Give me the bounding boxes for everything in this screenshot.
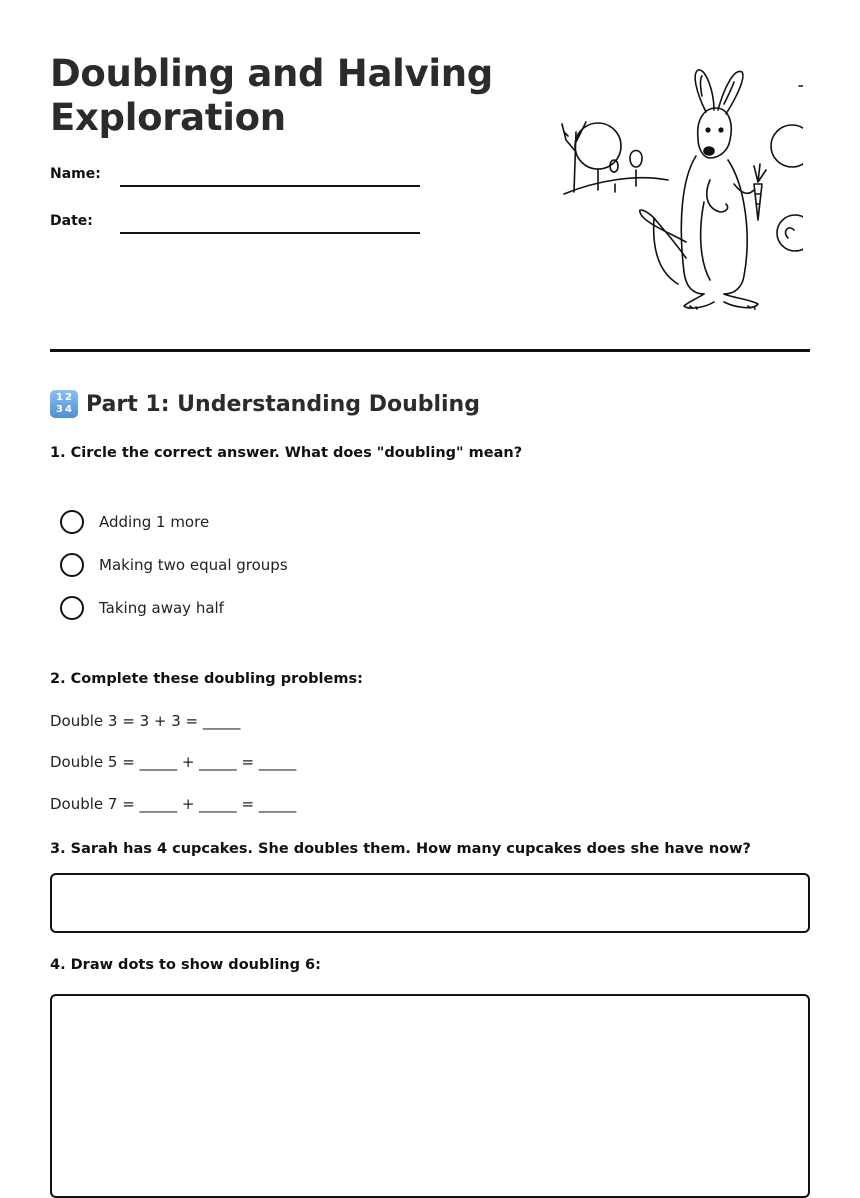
question-2: 2. Complete these doubling problems: [50,671,363,687]
sun-icon-drawn [799,65,803,107]
part1-heading [50,389,480,419]
question-4: 4. Draw dots to show doubling 6: [50,957,321,973]
doubling-problem[interactable]: Double 7 = _____ + _____ = _____ [50,795,297,813]
kangaroo-illustration [558,62,803,314]
bubble-icon [771,125,803,251]
question-4-drawing-box[interactable] [50,994,810,1198]
option-label: Taking away half [99,599,224,617]
option-label: Making two equal groups [99,556,288,574]
icon-digit-4: 4 [65,404,72,415]
option-circle-icon[interactable] [60,510,84,534]
carrot-icon [754,164,766,220]
title-line-1: Doubling and Halving [50,52,493,95]
option-circle-icon[interactable] [60,553,84,577]
part1-title: Part 1: Understanding Doubling [86,391,480,417]
date-line[interactable] [120,232,420,234]
question-1: 1. Circle the correct answer. What does "doubling" mean? [50,445,523,461]
name-field[interactable] [50,162,430,190]
name-label: Name: [50,166,101,182]
question-3-answer-box[interactable] [50,873,810,933]
option-taking-away-half[interactable] [60,594,224,622]
icon-digit-3: 3 [56,404,63,415]
icon-digit-1: 1 [56,392,63,403]
title-line-2: Exploration [50,96,286,139]
date-field[interactable] [50,209,430,237]
worksheet-title [50,52,520,140]
doubling-problem[interactable]: Double 3 = 3 + 3 = _____ [50,712,241,730]
header-divider [50,349,810,352]
input-numbers-icon [50,390,78,418]
option-two-equal-groups[interactable] [60,551,288,579]
icon-digit-2: 2 [65,392,72,403]
question-3: 3. Sarah has 4 cupcakes. She doubles them. How many cupcakes does she have now? [50,841,751,857]
date-label: Date: [50,213,93,229]
option-label: Adding 1 more [99,513,210,531]
name-line[interactable] [120,185,420,187]
option-circle-icon[interactable] [60,596,84,620]
doubling-problem[interactable]: Double 5 = _____ + _____ = _____ [50,753,297,771]
option-adding-1-more[interactable] [60,508,209,536]
